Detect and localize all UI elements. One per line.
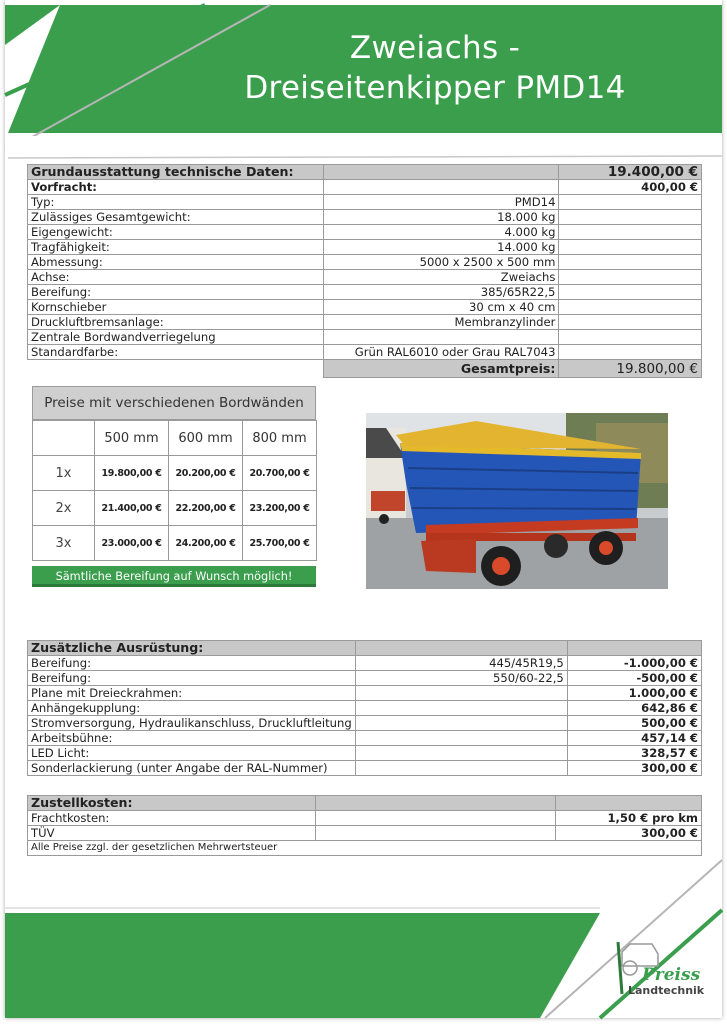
price-table	[32, 420, 317, 561]
price-cell: 22.200,00 €	[169, 491, 243, 526]
table-row	[28, 315, 702, 330]
extra-price: 328,57 €	[567, 746, 701, 761]
table-row	[28, 746, 702, 761]
table-row	[28, 285, 702, 300]
spec-header-label: Grundausstattung technische Daten:	[28, 165, 324, 180]
extra-detail	[355, 731, 567, 746]
extra-detail: 550/60-22,5	[355, 671, 567, 686]
trailer-photo	[366, 413, 668, 589]
extra-price: 457,14 €	[567, 731, 701, 746]
spec-value: 5000 x 2500 x 500 mm	[323, 255, 559, 270]
delivery-price: 300,00 €	[556, 826, 702, 841]
table-row	[28, 731, 702, 746]
table-row	[28, 225, 702, 240]
spec-label: Zulässiges Gesamtgewicht:	[28, 210, 324, 225]
table-row	[28, 345, 702, 360]
extra-price: -1.000,00 €	[567, 656, 701, 671]
table-row	[28, 210, 702, 225]
extra-price: 300,00 €	[567, 761, 701, 776]
spec-value: Grün RAL6010 oder Grau RAL7043	[323, 345, 559, 360]
extras-header-label: Zusätzliche Ausrüstung:	[28, 641, 356, 656]
delivery-table	[27, 795, 702, 856]
spec-label: Standardfarbe:	[28, 345, 324, 360]
spec-value: 18.000 kg	[323, 210, 559, 225]
spec-label: Typ:	[28, 195, 324, 210]
tractor-icon	[622, 944, 658, 966]
price-row-label: 3x	[33, 526, 95, 561]
delivery-price: 1,50 € pro km	[556, 811, 702, 826]
title-line-1: Zweiachs -	[349, 30, 521, 66]
delivery-label: Frachtkosten:	[28, 811, 316, 826]
price-cell: 20.700,00 €	[243, 456, 317, 491]
extra-label: Bereifung:	[28, 656, 356, 671]
table-row	[33, 456, 317, 491]
spec-value: PMD14	[323, 195, 559, 210]
extra-label: Anhängekupplung:	[28, 701, 356, 716]
extra-label: Arbeitsbühne:	[28, 731, 356, 746]
title-line-2: Dreiseitenkipper PMD14	[244, 70, 626, 106]
price-row-label: 2x	[33, 491, 95, 526]
spec-label: Zentrale Bordwandverriegelung	[28, 330, 324, 345]
extra-label: Stromversorgung, Hydraulikanschluss, Druckluftleitung	[28, 716, 356, 731]
price-table-title: Preise mit verschiedenen Bordwänden	[32, 386, 316, 420]
spec-value: Membranzylinder	[323, 315, 559, 330]
extras-table	[27, 640, 702, 776]
spec-value: 14.000 kg	[323, 240, 559, 255]
price-cell: 24.200,00 €	[169, 526, 243, 561]
spec-value	[323, 330, 559, 345]
table-row	[28, 270, 702, 285]
spec-value: 385/65R22,5	[323, 285, 559, 300]
extras-header-row	[28, 641, 702, 656]
table-row	[33, 491, 317, 526]
logo-line-2: Landtechnik	[628, 984, 705, 997]
extra-price: 500,00 €	[567, 716, 701, 731]
spec-freight-row	[28, 180, 702, 195]
price-cell: 23.200,00 €	[243, 491, 317, 526]
table-row	[28, 761, 702, 776]
price-col-header: 500 mm	[95, 421, 169, 456]
spec-label: Bereifung:	[28, 285, 324, 300]
price-cell: 21.400,00 €	[95, 491, 169, 526]
extra-detail	[355, 701, 567, 716]
extra-label: Sonderlackierung (unter Angabe der RAL-Nummer)	[28, 761, 356, 776]
delivery-header-row	[28, 796, 702, 811]
table-row	[28, 656, 702, 671]
preiss-landtechnik-logo	[608, 932, 714, 1004]
table-row	[28, 716, 702, 731]
extra-detail	[355, 686, 567, 701]
spec-header-row	[28, 165, 702, 180]
price-col-header: 800 mm	[243, 421, 317, 456]
table-row	[33, 526, 317, 561]
table-row	[28, 195, 702, 210]
spec-total-row	[28, 360, 702, 378]
spec-table	[27, 164, 702, 378]
spec-label: Abmessung:	[28, 255, 324, 270]
spec-value: 4.000 kg	[323, 225, 559, 240]
page-title	[215, 28, 655, 108]
spec-header-price: 19.400,00 €	[559, 165, 702, 180]
extra-detail	[355, 716, 567, 731]
spec-label: Kornschieber	[28, 300, 324, 315]
extra-detail	[355, 746, 567, 761]
extra-label: Bereifung:	[28, 671, 356, 686]
table-row	[28, 686, 702, 701]
price-cell: 25.700,00 €	[243, 526, 317, 561]
table-row	[28, 330, 702, 345]
spec-total-label: Gesamtpreis:	[323, 360, 559, 378]
delivery-header-label: Zustellkosten:	[28, 796, 316, 811]
table-row	[28, 701, 702, 716]
price-col-header: 600 mm	[169, 421, 243, 456]
wrench-icon	[618, 942, 622, 994]
spec-value: 30 cm x 40 cm	[323, 300, 559, 315]
spec-label: Achse:	[28, 270, 324, 285]
price-cell: 19.800,00 €	[95, 456, 169, 491]
tire-note-banner: Sämtliche Bereifung auf Wunsch möglich!	[32, 566, 316, 587]
price-row-label: 1x	[33, 456, 95, 491]
extra-detail: 445/45R19,5	[355, 656, 567, 671]
vat-footnote: Alle Preise zzgl. der gesetzlichen Mehrwertsteuer	[28, 841, 702, 856]
spec-value: Zweiachs	[323, 270, 559, 285]
spec-label: Druckluftbremsanlage:	[28, 315, 324, 330]
extra-price: 1.000,00 €	[567, 686, 701, 701]
extra-price: -500,00 €	[567, 671, 701, 686]
spec-label: Tragfähigkeit:	[28, 240, 324, 255]
table-row	[28, 255, 702, 270]
spec-freight-price: 400,00 €	[559, 180, 702, 195]
price-cell: 23.000,00 €	[95, 526, 169, 561]
spec-freight-label: Vorfracht:	[28, 180, 324, 195]
extra-label: LED Licht:	[28, 746, 356, 761]
table-row	[28, 300, 702, 315]
logo-line-1: Preiss	[642, 965, 701, 985]
price-cell: 20.200,00 €	[169, 456, 243, 491]
extra-price: 642,86 €	[567, 701, 701, 716]
spec-total-price: 19.800,00 €	[559, 360, 702, 378]
spec-label: Eigengewicht:	[28, 225, 324, 240]
extra-detail	[355, 761, 567, 776]
table-row	[28, 671, 702, 686]
extra-label: Plane mit Dreieckrahmen:	[28, 686, 356, 701]
table-row	[28, 811, 702, 826]
delivery-label: TÜV	[28, 826, 316, 841]
table-row	[28, 240, 702, 255]
footer-green-band	[5, 913, 600, 1018]
table-row	[28, 826, 702, 841]
